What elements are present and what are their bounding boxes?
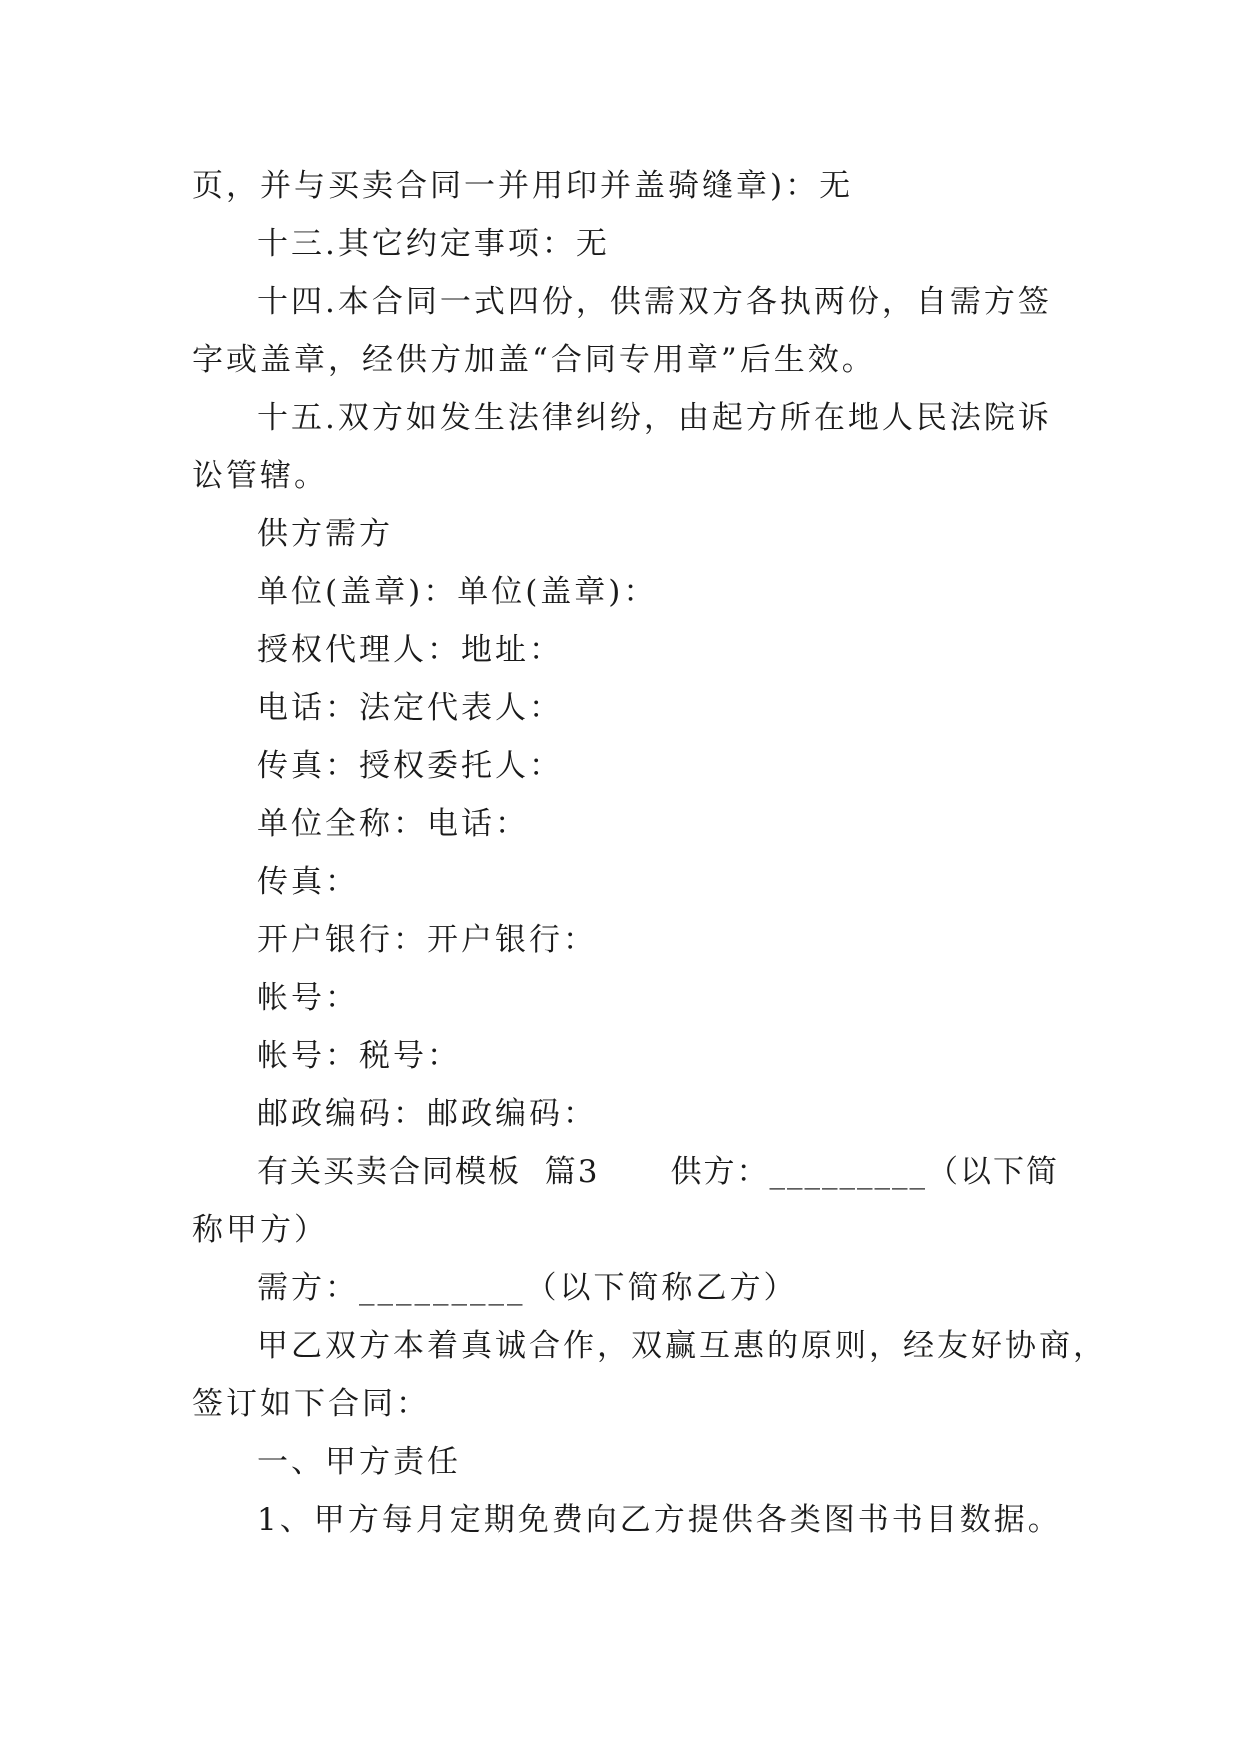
text-line: 单位全称：电话： bbox=[257, 806, 529, 842]
text-line: 邮政编码：邮政编码： bbox=[257, 1096, 597, 1132]
text-line: 十四.本合同一式四份，供需双方各执两份，自需方签 bbox=[257, 284, 1052, 320]
text-line: 授权代理人：地址： bbox=[257, 632, 563, 668]
text-line: 称甲方） bbox=[192, 1212, 328, 1248]
text-line: 签订如下合同： bbox=[192, 1386, 430, 1422]
text-line: 供方需方 bbox=[257, 516, 393, 552]
text-line: 需方：_________（以下简称乙方） bbox=[257, 1270, 798, 1306]
text-line: 十五.双方如发生法律纠纷，由起方所在地人民法院诉 bbox=[257, 400, 1052, 436]
text-line: 单位(盖章)：单位(盖章)： bbox=[257, 574, 658, 610]
text-line: 帐号：税号： bbox=[257, 1038, 461, 1074]
text-line: 传真：授权委托人： bbox=[257, 748, 563, 784]
text-line: 讼管辖。 bbox=[192, 458, 328, 494]
text-line: 开户银行：开户银行： bbox=[257, 922, 597, 958]
section-heading-line: 有关买卖合同模板 篇3 供方：_________（以下简 bbox=[257, 1154, 1060, 1190]
text-line: 一、甲方责任 bbox=[257, 1444, 461, 1480]
text-line: 电话：法定代表人： bbox=[257, 690, 563, 726]
text-line: 页，并与买卖合同一并用印并盖骑缝章)：无 bbox=[192, 168, 854, 204]
text-line: 传真： bbox=[257, 864, 359, 900]
text-line: 字或盖章，经供方加盖“合同专用章”后生效。 bbox=[192, 342, 876, 378]
text-line: 十三.其它约定事项：无 bbox=[257, 226, 610, 262]
text-line: 1、甲方每月定期免费向乙方提供各类图书书目数据。 bbox=[257, 1502, 1062, 1538]
text-line: 帐号： bbox=[257, 980, 359, 1016]
text-line: 甲乙双方本着真诚合作，双赢互惠的原则，经友好协商， bbox=[257, 1328, 1107, 1364]
